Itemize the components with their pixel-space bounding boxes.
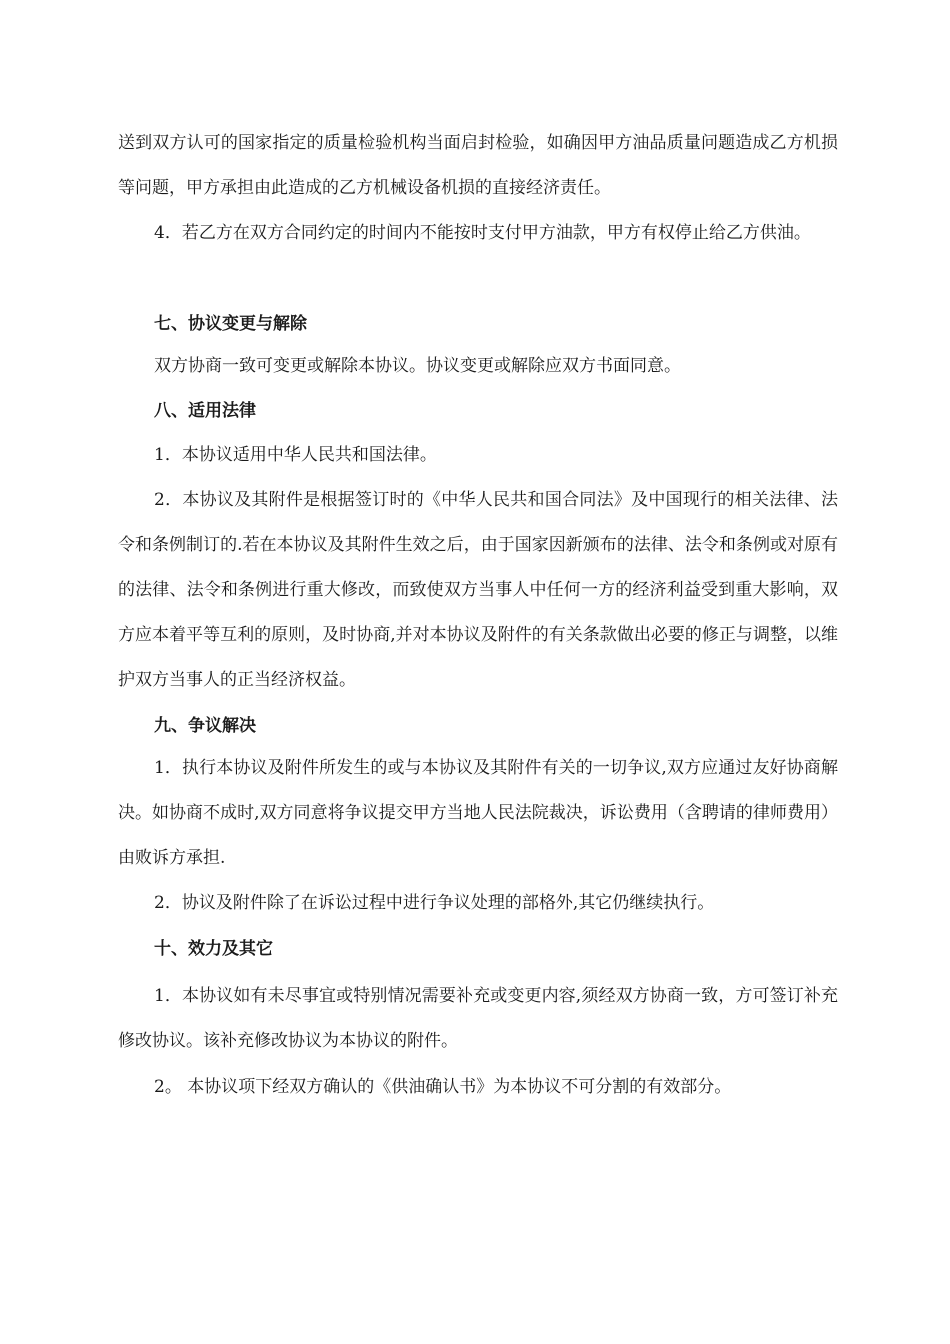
section-heading-9: 九、争议解决 [154,716,256,736]
section-heading-10: 十、效力及其它 [154,939,273,959]
paragraph-item-4-payment: 4．若乙方在双方合同约定的时间内不能按时支付甲方油款，甲方有权停止给乙方供油。 [154,223,811,243]
paragraph-section-9-item-2: 2．协议及附件除了在诉讼过程中进行争议处理的部格外,其它仍继续执行。 [154,893,715,913]
section-heading-7: 七、协议变更与解除 [154,314,307,334]
paragraph-section-8-item-2: 2．本协议及其附件是根据签订时的《中华人民共和国合同法》及中国现行的相关法律、法令和条例制订的.若在本协议及其附件生效之后，由于国家因新颁布的法律、法令和条例或对原有的法律、法令和条例进行重大修改，而致使双方当事人中任何一方的经济利益受到重大影响，双方应本着平等互利的原则，及时协商,并对本协议及附件的有关条款做出必要的修正与调整，以维护双方当事人的正当经济权益。 [118,490,838,690]
paragraph-section-10-item-1: 1．本协议如有未尽事宜或特别情况需要补充或变更内容,须经双方协商一致，方可签订补充修改协议。该补充修改协议为本协议的附件。 [118,986,838,1051]
paragraph-section-7: 双方协商一致可变更或解除本协议。协议变更或解除应双方书面同意。 [154,356,681,376]
paragraph-quality-inspection: 送到双方认可的国家指定的质量检验机构当面启封检验，如确因甲方油品质量问题造成乙方机损等问题，甲方承担由此造成的乙方机械设备机损的直接经济责任。 [118,133,838,198]
paragraph-section-10-item-2: 2。 本协议项下经双方确认的《供油确认书》为本协议不可分割的有效部分。 [154,1077,732,1097]
paragraph-section-8-item-1: 1．本协议适用中华人民共和国法律。 [154,445,437,465]
section-heading-8: 八、适用法律 [154,401,256,421]
paragraph-section-9-item-1: 1．执行本协议及附件所发生的或与本协议及其附件有关的一切争议,双方应通过友好协商解决。如协商不成时,双方同意将争议提交甲方当地人民法院裁决，诉讼费用（含聘请的律师费用）由败诉方承担. [118,758,838,868]
